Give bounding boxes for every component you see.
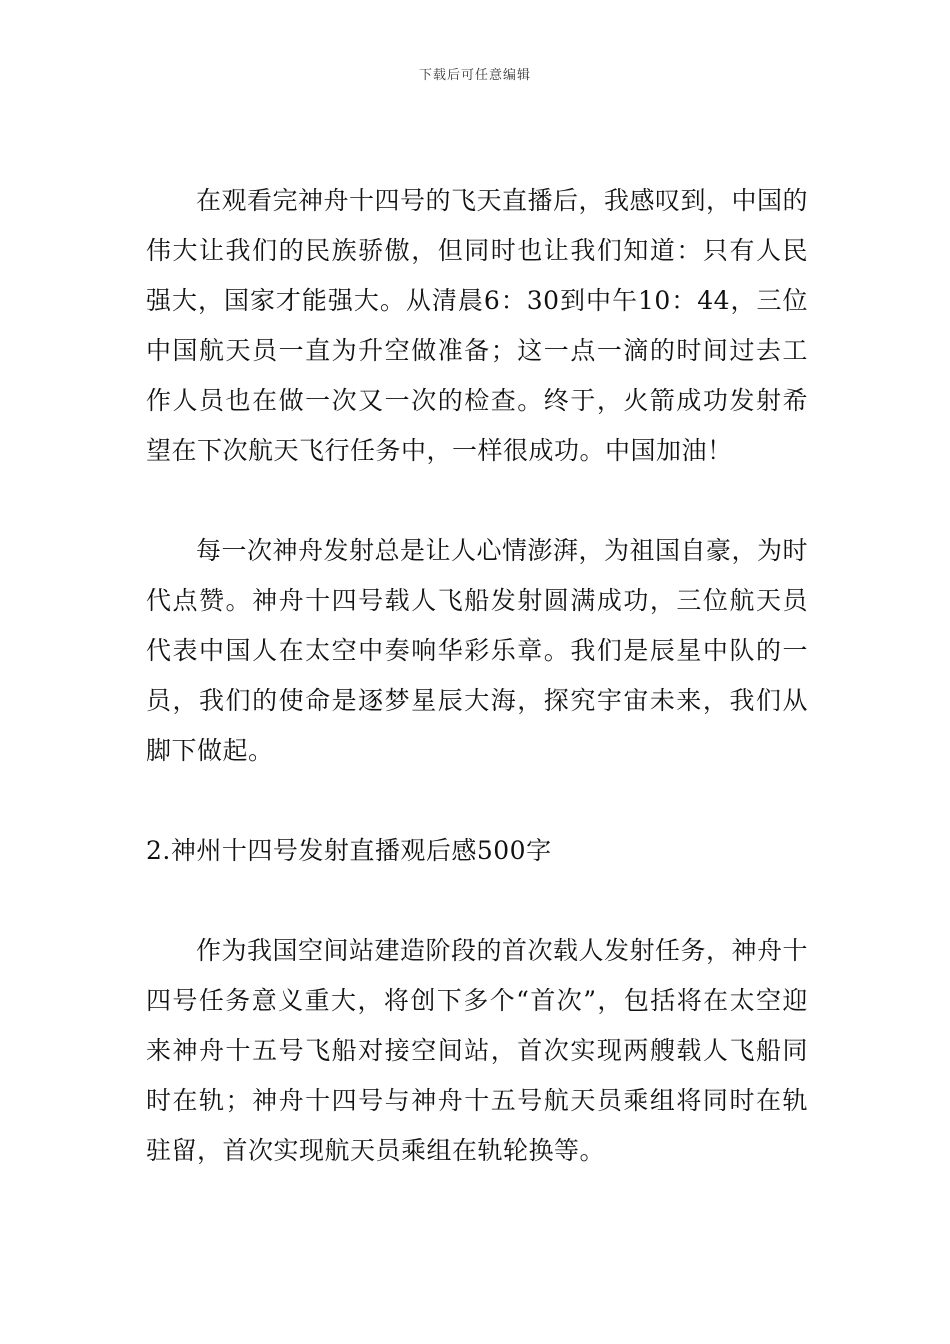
paragraph-3: 作为我国空间站建造阶段的首次载人发射任务，神舟十四号任务意义重大，将创下多个“首次”，包括将在太空迎来神舟十五号飞船对接空间站，首次实现两艘载人飞船同时在轨；神舟十四号与神舟十五号航天员乘组将同时在轨驻留，首次实现航天员乘组在轨轮换等。	[146, 936, 809, 1165]
document-body	[146, 176, 808, 1176]
paragraph-gap	[146, 776, 808, 826]
paragraph-gap	[146, 476, 808, 526]
paragraph-2: 每一次神舟发射总是让人心情澎湃，为祖国自豪，为时代点赞。神舟十四号载人飞船发射圆满成功，三位航天员代表中国人在太空中奏响华彩乐章。我们是辰星中队的一员，我们的使命是逐梦星辰大海，探究宇宙未来，我们从脚下做起。	[146, 536, 809, 765]
page-header-note: 下载后可任意编辑	[418, 68, 531, 83]
paragraph-gap	[146, 876, 808, 926]
paragraph-1: 在观看完神舟十四号的飞天直播后，我感叹到，中国的伟大让我们的民族骄傲，但同时也让我们知道：只有人民强大，国家才能强大。从清晨6：30到中午10：44，三位中国航天员一直为升空做准备；这一点一滴的时间过去工作人员也在做一次又一次的检查。终于，火箭成功发射希望在下次航天飞行任务中，一样很成功。中国加油！	[146, 186, 809, 465]
section-heading: 2.神州十四号发射直播观后感500字	[146, 836, 552, 865]
